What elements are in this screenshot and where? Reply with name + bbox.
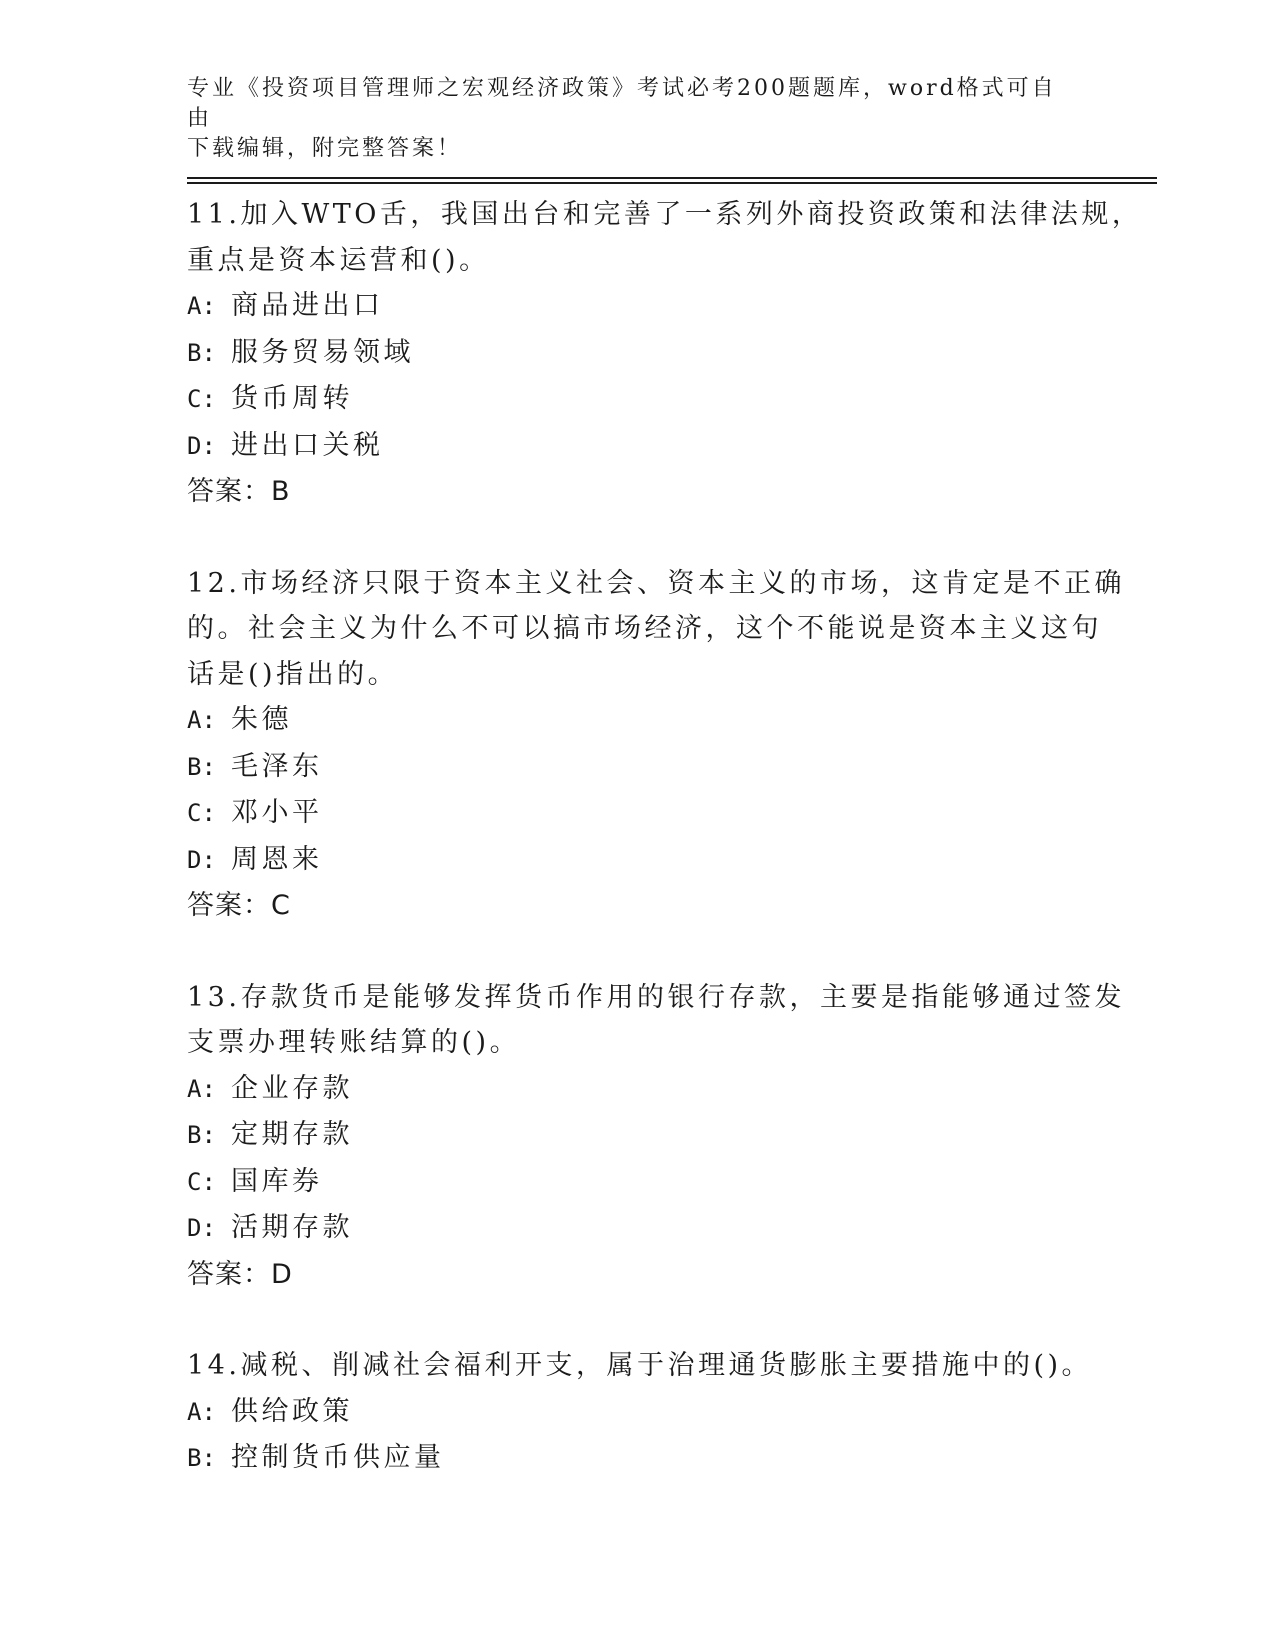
question-stem	[187, 1343, 1093, 1389]
question-spacer	[187, 929, 1087, 975]
answer-option	[187, 744, 1087, 791]
option-text: 定期存款	[231, 1119, 353, 1150]
option-key: C:	[187, 799, 216, 827]
answer-option	[187, 330, 1087, 377]
answer-option	[187, 697, 1087, 744]
question-stem	[187, 561, 1125, 698]
answer-option	[187, 1435, 1087, 1482]
question-stem-line: 话是()指出的。	[187, 658, 399, 690]
answer-option	[187, 1066, 1087, 1113]
document-header	[187, 74, 1067, 164]
answer-option	[187, 1389, 1087, 1436]
option-text: 企业存款	[231, 1072, 353, 1104]
option-key: A:	[187, 1074, 216, 1103]
question-stem	[187, 975, 1125, 1066]
header-divider-bottom	[187, 182, 1157, 184]
header-line-2: 下载编辑，附完整答案！	[187, 136, 463, 161]
question-stem-line: 的。社会主义为什么不可以搞市场经济，这个不能说是资本主义这句	[187, 613, 1102, 644]
option-text: 服务贸易领域	[231, 336, 414, 368]
answer-option	[187, 790, 1087, 837]
option-text: 毛泽东	[231, 750, 323, 782]
question-block	[187, 975, 1125, 1298]
answer-line: 答案：C	[187, 890, 291, 921]
option-key: A:	[187, 1397, 216, 1426]
question-stem-line: 14.减税、削减社会福利开支，属于治理通货膨胀主要措施中的()。	[187, 1350, 1093, 1381]
option-key: D:	[187, 1214, 216, 1242]
option-text: 周恩来	[231, 843, 323, 875]
answer-option	[187, 283, 1087, 330]
question-stem-line: 重点是资本运营和()。	[187, 244, 490, 276]
option-key: B:	[187, 1444, 216, 1472]
option-text: 供给政策	[231, 1395, 353, 1427]
question-stem	[187, 192, 1143, 283]
question-spacer	[187, 515, 1087, 561]
question-stem-line: 支票办理转账结算的()。	[187, 1027, 521, 1058]
question-stem-line: 11.加入WTO舌，我国出台和完善了一系列外商投资政策和法律法规，	[187, 199, 1143, 230]
question-stem-line: 13.存款货币是能够发挥货币作用的银行存款，主要是指能够通过签发	[187, 981, 1125, 1013]
option-text: 邓小平	[231, 797, 323, 828]
question-block	[187, 192, 1143, 515]
question-block	[187, 1343, 1093, 1482]
answer-line: 答案：B	[187, 476, 291, 507]
option-text: 控制货币供应量	[231, 1442, 445, 1473]
answer-option	[187, 1112, 1087, 1159]
option-text: 活期存款	[231, 1212, 353, 1243]
answer-option	[187, 837, 1087, 884]
option-text: 朱德	[231, 704, 292, 735]
option-key: D:	[187, 845, 216, 874]
option-key: B:	[187, 1121, 216, 1149]
answer-option	[187, 423, 1087, 470]
option-text: 进出口关税	[231, 429, 384, 461]
option-text: 货币周转	[231, 383, 353, 414]
option-key: D:	[187, 431, 216, 460]
answer-option	[187, 376, 1087, 423]
answer-option	[187, 1159, 1087, 1206]
option-key: C:	[187, 1167, 216, 1196]
question-block	[187, 561, 1125, 929]
option-text: 国库券	[231, 1165, 323, 1197]
header-line-1: 专业《投资项目管理师之宏观经济政策》考试必考200题题库，word格式可自由	[187, 76, 1057, 131]
header-divider-top	[187, 177, 1157, 179]
option-key: B:	[187, 752, 216, 781]
answer-option	[187, 1205, 1087, 1252]
option-key: B:	[187, 338, 216, 367]
question-list	[187, 192, 1143, 1482]
question-spacer	[187, 1297, 1087, 1343]
option-text: 商品进出口	[231, 290, 384, 321]
question-stem-line: 12.市场经济只限于资本主义社会、资本主义的市场，这肯定是不正确	[187, 567, 1125, 599]
option-key: A:	[187, 292, 216, 320]
option-key: C:	[187, 385, 216, 413]
answer-line: 答案：D	[187, 1258, 293, 1290]
option-key: A:	[187, 706, 216, 734]
